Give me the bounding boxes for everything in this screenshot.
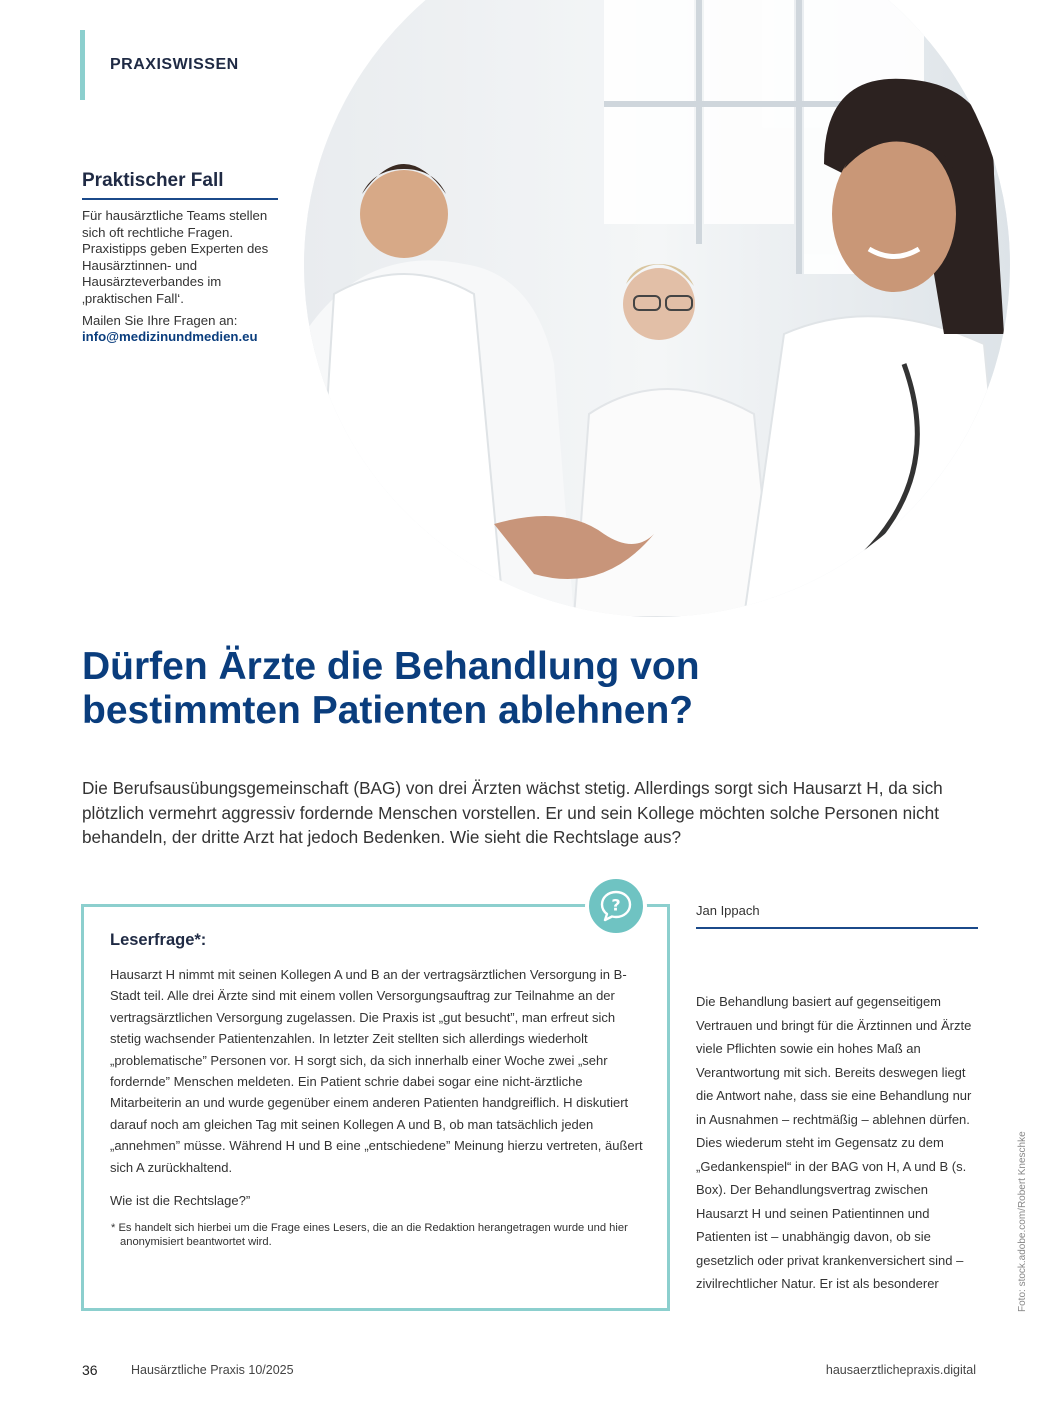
sidebar-text: Für hausärztliche Teams stellen sich oft rechtliche Fragen. Praxistipps geben Experten des Hausärztinnen- und Hausärzteverbandes im ‚praktischen Fall‘.	[82, 208, 269, 306]
question-bubble-glyph	[599, 889, 633, 923]
reader-question-footnote: * Es handelt sich hierbei um die Frage eines Lesers, die an die Redaktion herangetragen wurde und hier anonymisiert beantwortet wird.	[111, 1222, 628, 1249]
author-name: Jan Ippach	[696, 903, 760, 918]
mail-label-text: Mailen Sie Ihre Fragen an:	[82, 312, 238, 328]
photo-credit: Foto: stock.adobe.com/Robert Kneschke	[1017, 1131, 1028, 1312]
svg-text:?: ?	[611, 895, 621, 915]
reader-question-body: Hausarzt H nimmt mit seinen Kollegen A und B an der vertragsärztlichen Versorgung in B-Stadt teil. Alle drei Ärzte sind mit einem vollen Versorgungsauftrag zur Teilnahme an der vertragsärztlichen Versorgung zugelassen. Die Praxis ist „gut besucht”, man erfreut sich stetig wachsender Patientenzahlen. In letzter Zeit stellten sich allerdings wiederholt „problematische” Personen vor. H sorgt sich, da sich innerhalb einer Woche zwei „sehr fordernde” Menschen meldeten. Ein Patient schrie dabei sogar eine nicht-ärztliche Mitarbeiterin an und wurde gegenüber einem anderen Patienten handgreiflich. H diskutiert darauf noch am gleichen Tag mit seinen Kollegen A und B, ob man tatsächlich jeden „annehmen” müsse. Während H und B eine „entschiedene” Meinung hierzu vertreten, äußert sich A zurückhaltend.	[110, 967, 643, 1175]
section-label: PRAXISWISSEN	[110, 56, 239, 73]
magazine-issue: Hausärztliche Praxis 10/2025	[131, 1363, 294, 1377]
article-headline	[82, 645, 982, 733]
website-link[interactable]: hausaerztlichepraxis.digital	[825, 1363, 976, 1377]
sidebar-title: Praktischer Fall	[82, 170, 278, 200]
section-accent-bar	[80, 30, 85, 100]
sidebar-mail-label	[82, 313, 278, 346]
headline-line-1: Dürfen Ärzte die Behandlung von	[82, 645, 700, 688]
email-link[interactable]: info@medizinundmedien.eu	[82, 329, 258, 345]
page-number: 36	[82, 1362, 98, 1378]
reader-question-line: Wie ist die Rechtslage?”	[110, 1193, 251, 1209]
article-lead: Die Berufsausübungsgemeinschaft (BAG) von drei Ärzten wächst stetig. Allerdings sorgt sich Hausarzt H, da sich plötzlich vermehrt aggressiv fordernde Menschen vorstellen. Er und sein Kollege möchten solche Personen nicht behandeln, der dritte Arzt hat jedoch Bedenken. Wie sieht die Rechtslage aus?	[82, 778, 943, 847]
question-bubble-icon	[585, 875, 647, 937]
article-body: Die Behandlung basiert auf gegenseitigem Vertrauen und bringt für die Ärztinnen und Ärzte viele Pflichten sowie ein hohes Maß an Verantwortung mit sich. Bereits deswegen liegt die Antwort nahe, dass sie eine Behandlung nur in Ausnahmen – rechtmäßig – ablehnen dürfen. Dies wiederum steht im Gegensatz zu dem „Gedankenspiel“ in der BAG von H, A und B (s. Box). Der Behandlungsvertrag zwischen Hausarzt H und seinen Patientinnen und Patienten ist – unabhängig davon, ob sie gesetzlich oder privat krankenversichert sind – zivilrechtlicher Natur. Er ist als besonderer	[696, 994, 972, 1291]
headline-line-2: bestimmten Patienten ablehnen?	[82, 689, 694, 732]
doctors-handshake-illustration	[304, 0, 1010, 617]
reader-question-box	[81, 904, 670, 1311]
hero-photo	[304, 0, 1010, 617]
sidebar-practical-case	[82, 170, 278, 346]
reader-question-content	[110, 931, 646, 1249]
author-divider	[696, 927, 978, 929]
reader-question-title: Leserfrage*:	[110, 931, 207, 949]
